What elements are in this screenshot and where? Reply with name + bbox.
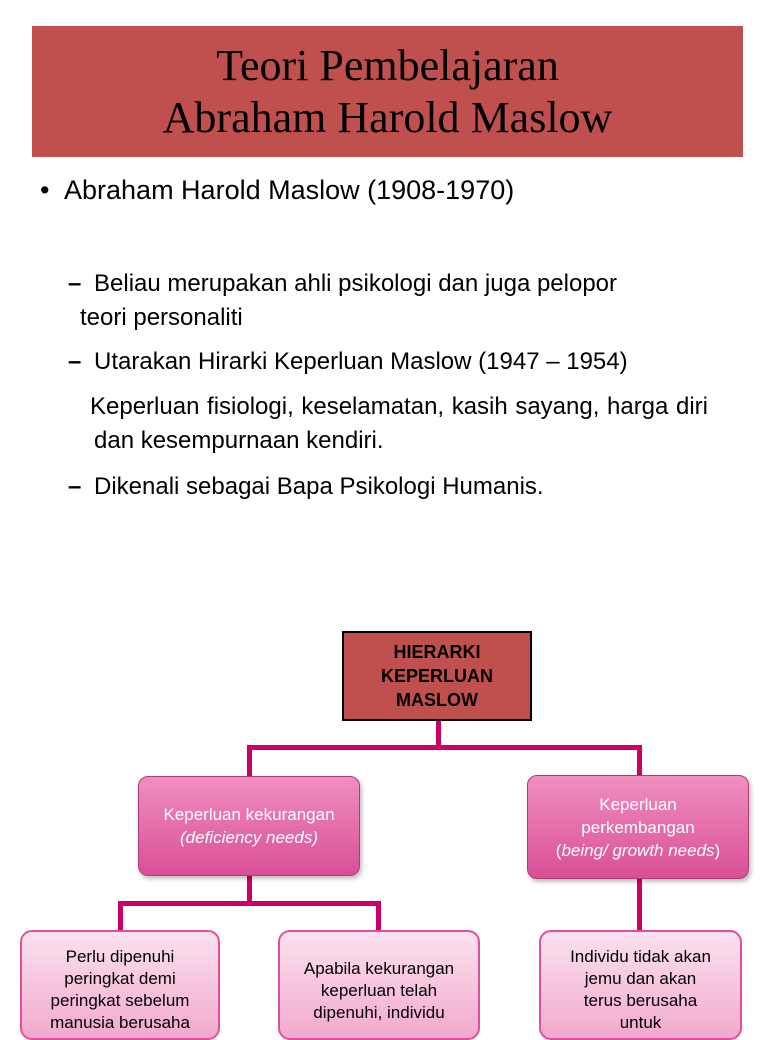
leaf1-line-3: peringkat sebelum (50, 991, 190, 1010)
subpoint-3-text: Dikenali sebagai Bapa Psikologi Humanis. (94, 473, 544, 500)
subpoint-2 (68, 345, 708, 379)
root-line-2: KEPERLUAN (380, 666, 493, 686)
root-line-1: HIERARKI (393, 642, 481, 662)
bullet-text: Abraham Harold Maslow (1908-1970) (64, 175, 515, 205)
dash-marker: – (68, 473, 82, 500)
growth-line-2: perkembangan (581, 817, 695, 837)
title-banner (32, 26, 743, 157)
leaf3-line-3: terus berusaha (583, 991, 698, 1010)
subpoint-note: Keperluan fisiologi, keselamatan, kasih sayang, harga diri dan kesempurnaan kendiri. (90, 393, 708, 454)
leaf1-line-1: Perlu dipenuhi (65, 947, 175, 966)
growth-needs-box (527, 775, 749, 879)
connector-leaf2-down (376, 901, 381, 931)
diagram-root-box (342, 631, 532, 721)
title-line-1: Teori Pembelajaran (216, 40, 559, 90)
growth-line-3-italic: being/ growth needs (561, 840, 715, 860)
growth-paren-open: ( (555, 840, 562, 860)
deficiency-line-1: Keperluan kekurangan (163, 805, 335, 824)
subpoint-3 (68, 470, 708, 504)
growth-paren-close: ) (714, 840, 721, 860)
connector-leaf1-down (118, 901, 123, 931)
deficiency-needs-box (138, 776, 360, 876)
leaf2-line-2: keperluan telah (320, 981, 438, 1000)
leaf3-line-1: Individu tidak akan (570, 947, 711, 966)
growth-line-1: Keperluan (599, 794, 677, 814)
leaf1-line-4: manusia berusaha (50, 1013, 190, 1032)
leaf3-line-2: jemu dan akan (584, 969, 697, 988)
connector-top-horizontal (247, 745, 642, 750)
main-bullet (40, 170, 514, 210)
leaf3-line-4: untuk (619, 1013, 662, 1032)
leaf1-line-2: peringkat demi (64, 969, 176, 988)
subpoint-2-text: Utarakan Hirarki Keperluan Maslow (1947 – 1954) (94, 348, 628, 375)
connector-bottom-horizontal (118, 901, 381, 906)
deficiency-line-2: (deficiency needs) (180, 828, 318, 847)
dash-marker: – (68, 270, 82, 297)
subpoint-1-line-1: Beliau merupakan ahli psikologi dan juga pelopor (94, 270, 618, 297)
connector-root-down (436, 721, 441, 748)
leaf2-line-1: Apabila kekurangan (303, 959, 455, 978)
bullet-marker: • (40, 175, 50, 205)
dash-marker: – (68, 348, 82, 375)
growth-line-3 (556, 839, 720, 862)
connector-left-down (247, 745, 252, 777)
connector-growth-down (637, 878, 642, 931)
title-line-2: Abraham Harold Maslow (162, 92, 613, 142)
connector-right-down (637, 745, 642, 777)
subpoint-1 (68, 267, 708, 335)
subpoint-1-line-2: teori personaliti (80, 304, 243, 331)
leaf2-line-3: dipenuhi, individu (313, 1003, 445, 1022)
root-line-3: MASLOW (396, 690, 478, 710)
